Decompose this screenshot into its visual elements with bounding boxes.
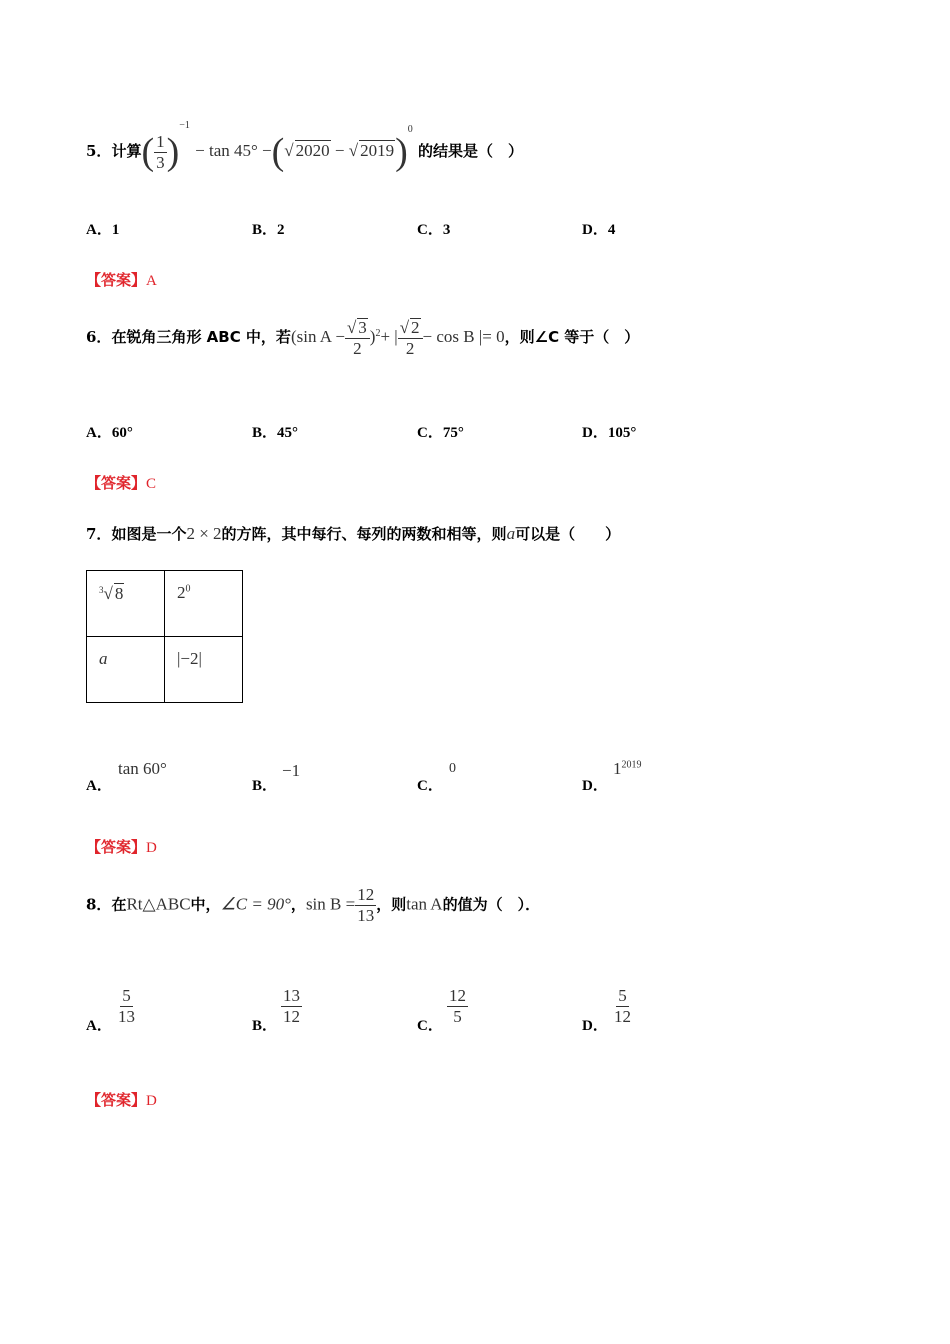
option-c: C． bbox=[417, 1018, 443, 1034]
sqrt-2019: 2019 bbox=[360, 141, 395, 160]
option-c-fraction: $\frac{12}{5}$ bbox=[449, 986, 466, 1026]
option-d-fraction: $\frac{5}{12}$ bbox=[614, 986, 631, 1026]
answer-7: 【答案】D bbox=[86, 838, 157, 856]
question-text-tail: 的结果是（ ） bbox=[417, 142, 523, 160]
cell-abs-neg-2: |−2| bbox=[165, 637, 243, 703]
question-number: 6． bbox=[86, 327, 112, 346]
sqrt-2020: 2020 bbox=[295, 141, 330, 160]
option-c: C．3 bbox=[417, 222, 451, 238]
cell-2-pow-0: $2^0$ bbox=[165, 571, 243, 637]
option-b: B． bbox=[252, 778, 278, 794]
question-5: 5．计算( $\frac{1}{3}$ )$^{-1}$ − tan 45° −(√ 2020 − √ 2019)$^0$ 的结果是（ ） bbox=[86, 120, 523, 173]
question-number: 5． bbox=[86, 142, 112, 160]
question-text: 计算 bbox=[111, 142, 142, 160]
option-b-value: −1 bbox=[282, 761, 301, 780]
option-b: B． bbox=[252, 1018, 278, 1034]
cell-a: a bbox=[87, 637, 165, 703]
math-expression: − tan 45° − bbox=[195, 141, 272, 160]
question-7: 7．如图是一个2 × 2的方阵，其中每行、每列的两数和相等，则a可以是（ ） bbox=[86, 524, 621, 543]
answer-6: 【答案】C bbox=[86, 474, 157, 492]
question-text: 在锐角三角形 ABC 中，若 bbox=[111, 327, 291, 346]
option-a: A．60° bbox=[86, 425, 133, 441]
option-b-fraction: $\frac{13}{12}$ bbox=[283, 986, 300, 1026]
option-d: D． bbox=[582, 778, 608, 794]
option-d: D．105° bbox=[582, 425, 637, 441]
option-d-value: $1^{2019}$ bbox=[613, 759, 642, 778]
fraction: $\frac{1}{3}$ bbox=[156, 131, 165, 172]
fraction-12-over-13: $\frac{12}{13}$ bbox=[357, 885, 375, 925]
option-b: B．2 bbox=[252, 222, 285, 238]
fraction-sqrt3-over-2: $\frac{√ 3}{2}$ bbox=[345, 318, 370, 358]
option-a-value: tan 60° bbox=[118, 759, 167, 778]
question-number: 7． bbox=[86, 525, 112, 543]
question-6: 6．在锐角三角形 ABC 中，若(sin A − $\frac{√ 3}{2}$ )$^2$+ | $\frac{√ 2}{2}$ − cos B |= 0，则∠C 等于（ ） bbox=[86, 318, 640, 358]
option-a: A． bbox=[86, 778, 112, 794]
cell-cube-root-8: $^3$√ 8 bbox=[87, 571, 165, 637]
matrix-2x2 bbox=[86, 570, 243, 703]
answer-8: 【答案】D bbox=[86, 1091, 157, 1109]
question-8: 8．在Rt△ABC中，∠C = 90°，sin B = $\frac{12}{13}$ ，则tan A的值为（ ）． bbox=[86, 885, 541, 925]
fraction-sqrt2-over-2: $\frac{√ 2}{2}$ bbox=[398, 318, 423, 358]
option-c: C． bbox=[417, 778, 443, 794]
option-a-fraction: $\frac{5}{13}$ bbox=[118, 986, 135, 1026]
question-text-tail: ，则∠C 等于（ ） bbox=[504, 327, 640, 346]
option-c: C．75° bbox=[417, 425, 464, 441]
question-number: 8． bbox=[86, 895, 112, 914]
option-b: B．45° bbox=[252, 425, 299, 441]
option-a: A． bbox=[86, 1018, 112, 1034]
option-c-value: 0 bbox=[449, 761, 456, 776]
option-d: D．4 bbox=[582, 222, 616, 238]
option-d: D． bbox=[582, 1018, 608, 1034]
answer-5: 【答案】A bbox=[86, 271, 157, 289]
option-a: A．1 bbox=[86, 222, 120, 238]
